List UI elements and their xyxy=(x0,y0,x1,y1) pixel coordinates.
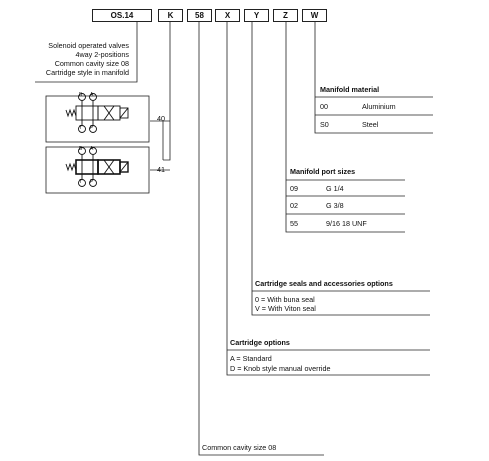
seals-title: Cartridge seals and accessories options xyxy=(255,279,393,288)
manifold-material-title: Manifold material xyxy=(320,85,380,94)
valve-description-line: Common cavity size 08 xyxy=(54,59,129,68)
seals-option: V = With Viton seal xyxy=(255,304,316,313)
manifold-material-code: S0 xyxy=(320,120,329,129)
code-box-w: W xyxy=(302,9,327,22)
code-box-z: Z xyxy=(273,9,298,22)
code-box-y: Y xyxy=(244,9,269,22)
manifold-material-label: Steel xyxy=(362,120,379,129)
valve-symbol-40 xyxy=(62,92,142,134)
valve-description-line: Solenoid operated valves xyxy=(48,41,129,50)
port-size-code: 55 xyxy=(290,219,298,228)
symbol-code-40: 40 xyxy=(157,114,165,123)
code-box-58: 58 xyxy=(187,9,212,22)
port-size-code: 02 xyxy=(290,201,298,210)
port-label-a: A xyxy=(90,92,94,98)
seals-option: 0 = With buna seal xyxy=(255,295,315,304)
port-label-p: P xyxy=(90,125,94,131)
port-size-label: G 1/4 xyxy=(326,184,344,193)
port-label-t: T xyxy=(79,125,83,131)
port-label-t: T xyxy=(79,179,83,185)
port-label-b: B xyxy=(79,92,83,98)
port-size-code: 09 xyxy=(290,184,298,193)
code-box-x: X xyxy=(215,9,240,22)
cavity-label: Common cavity size 08 xyxy=(202,443,277,452)
symbol-code-41: 41 xyxy=(157,165,165,174)
port-size-label: G 3/8 xyxy=(326,201,344,210)
port-sizes-title: Manifold port sizes xyxy=(290,167,356,176)
valve-description-line: 4way 2-positions xyxy=(75,50,129,59)
manifold-material-code: 00 xyxy=(320,102,328,111)
cartridge-options-title: Cartridge options xyxy=(230,338,290,347)
valve-symbol-41 xyxy=(62,146,142,188)
cartridge-option: A = Standard xyxy=(230,354,272,363)
port-size-label: 9/16 18 UNF xyxy=(326,219,367,228)
manifold-material-label: Aluminium xyxy=(362,102,396,111)
port-label-p: P xyxy=(90,179,94,185)
port-label-a: A xyxy=(90,146,94,152)
valve-description-line: Cartridge style in manifold xyxy=(45,68,129,77)
port-label-b: B xyxy=(79,146,83,152)
code-box-series: OS.14 xyxy=(92,9,152,22)
cartridge-option: D = Knob style manual override xyxy=(230,364,331,373)
code-box-k: K xyxy=(158,9,183,22)
